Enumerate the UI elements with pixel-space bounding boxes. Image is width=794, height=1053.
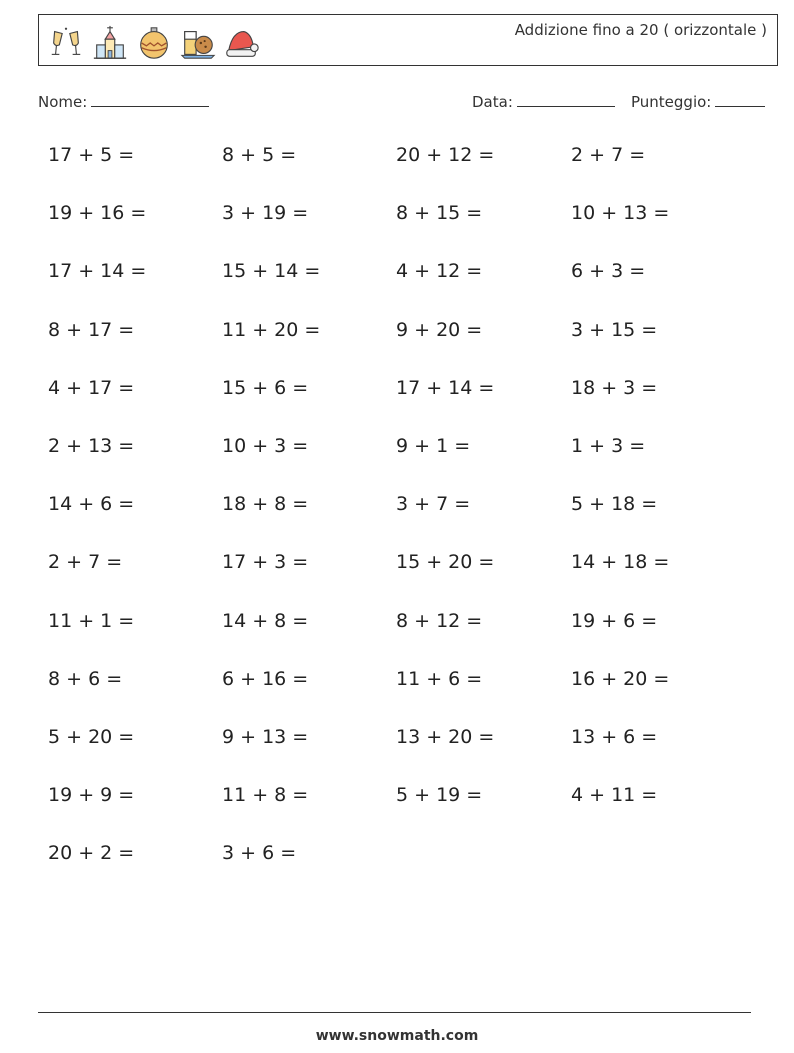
problem-item: 6 + 16 = — [222, 668, 309, 690]
problem-item: 8 + 5 = — [222, 144, 297, 166]
problem-item: 18 + 3 = — [571, 377, 658, 399]
problem-item: 11 + 1 = — [48, 610, 135, 632]
problem-item: 11 + 8 = — [222, 784, 309, 806]
problem-item: 3 + 6 = — [222, 842, 297, 864]
date-blank — [517, 92, 615, 107]
footer-url: www.snowmath.com — [315, 1028, 479, 1044]
problem-item: 5 + 19 = — [396, 784, 483, 806]
problem-item: 2 + 13 = — [48, 435, 135, 457]
problem-item: 1 + 3 = — [571, 435, 646, 457]
problem-item: 4 + 12 = — [396, 260, 483, 282]
problem-item: 18 + 8 = — [222, 493, 309, 515]
problem-item: 20 + 12 = — [396, 144, 495, 166]
problem-item: 19 + 16 = — [48, 202, 147, 224]
name-blank — [91, 92, 209, 107]
score-blank — [715, 92, 765, 107]
problem-item: 2 + 7 = — [48, 551, 123, 573]
date-label: Data: — [472, 93, 513, 111]
problem-item: 15 + 14 = — [222, 260, 321, 282]
problem-item: 13 + 6 = — [571, 726, 658, 748]
problem-item: 8 + 6 = — [48, 668, 123, 690]
problem-item: 8 + 17 = — [48, 319, 135, 341]
problem-item: 2 + 7 = — [571, 144, 646, 166]
church-icon — [91, 24, 129, 62]
champagne-glasses-icon — [47, 24, 85, 62]
christmas-ornament-icon — [135, 24, 173, 62]
problem-item: 8 + 15 = — [396, 202, 483, 224]
problem-item: 3 + 15 = — [571, 319, 658, 341]
problem-item: 20 + 2 = — [48, 842, 135, 864]
problem-item: 6 + 3 = — [571, 260, 646, 282]
problem-item: 8 + 12 = — [396, 610, 483, 632]
header-box — [38, 14, 778, 66]
problem-item: 10 + 13 = — [571, 202, 670, 224]
santa-hat-icon — [223, 24, 261, 62]
problem-item: 3 + 19 = — [222, 202, 309, 224]
problem-item: 9 + 1 = — [396, 435, 471, 457]
icon-strip — [47, 23, 261, 63]
problem-item: 19 + 6 = — [571, 610, 658, 632]
problem-item: 4 + 17 = — [48, 377, 135, 399]
problem-item: 14 + 18 = — [571, 551, 670, 573]
problem-item: 16 + 20 = — [571, 668, 670, 690]
score-label: Punteggio: — [631, 93, 712, 111]
problem-item: 17 + 14 = — [396, 377, 495, 399]
problem-item: 10 + 3 = — [222, 435, 309, 457]
problem-item: 13 + 20 = — [396, 726, 495, 748]
problem-item: 19 + 9 = — [48, 784, 135, 806]
problem-item: 14 + 8 = — [222, 610, 309, 632]
problem-item: 9 + 13 = — [222, 726, 309, 748]
name-label: Nome: — [38, 93, 88, 111]
problem-item: 11 + 20 = — [222, 319, 321, 341]
score-field — [631, 92, 765, 111]
problem-item: 4 + 11 = — [571, 784, 658, 806]
milk-and-cookies-icon — [179, 24, 217, 62]
problem-item: 17 + 14 = — [48, 260, 147, 282]
problem-item: 3 + 7 = — [396, 493, 471, 515]
info-row — [38, 92, 770, 116]
date-field — [472, 92, 615, 111]
footer-divider — [38, 1012, 751, 1013]
problem-item: 5 + 20 = — [48, 726, 135, 748]
problem-item: 9 + 20 = — [396, 319, 483, 341]
problem-item: 15 + 20 = — [396, 551, 495, 573]
problem-item: 11 + 6 = — [396, 668, 483, 690]
problem-item: 14 + 6 = — [48, 493, 135, 515]
problem-item: 17 + 5 = — [48, 144, 135, 166]
worksheet-title: Addizione fino a 20 ( orizzontale ) — [514, 21, 767, 39]
problem-item: 17 + 3 = — [222, 551, 309, 573]
problem-item: 15 + 6 = — [222, 377, 309, 399]
name-field — [38, 92, 209, 111]
problem-item: 5 + 18 = — [571, 493, 658, 515]
